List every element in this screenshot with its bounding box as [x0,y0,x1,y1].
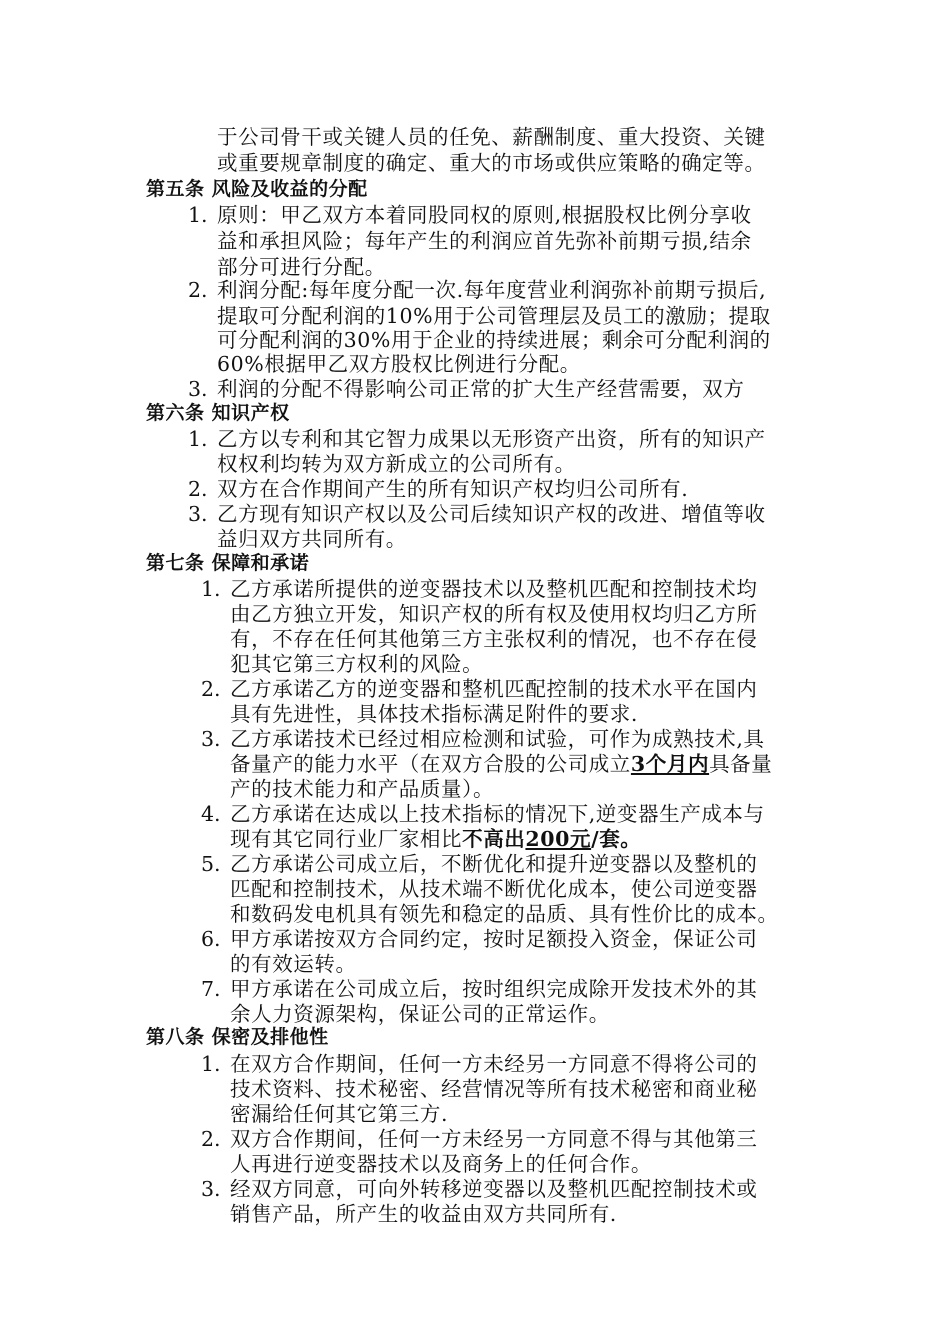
item-number: 2. [201,1127,221,1151]
item-line: 甲方承诺按双方合同约定，按时足额投入资金，保证公司 [230,927,758,951]
emphasis-underline: 200元 [525,827,592,851]
item-line: 有，不存在任何其他第三方主张权利的情况，也不存在侵 [230,627,758,651]
item-line: 乙方承诺乙方的逆变器和整机匹配控制的技术水平在国内 [230,677,758,701]
item-line: 乙方承诺所提供的逆变器技术以及整机匹配和控制技术均 [230,577,758,601]
inline-text: 现有其它同行业厂家相比 [230,827,463,851]
item-line: 密漏给任何其它第三方. [230,1102,449,1126]
item-number: 1. [201,1052,221,1076]
item-line: 在双方合作期间，任何一方未经另一方同意不得将公司的 [230,1052,758,1076]
item-number: 7. [201,977,221,1001]
emphasis-underline: 3个月内 [630,752,710,776]
item-number: 1. [201,577,221,601]
continuation-line: 于公司骨干或关键人员的任免、薪酬制度、重大投资、关键 [217,125,766,149]
item-number: 3. [201,727,221,751]
item-line: 乙方承诺公司成立后，不断优化和提升逆变器以及整机的 [230,852,758,876]
item-line: 乙方承诺在达成以上技术指标的情况下,逆变器生产成本与 [230,802,765,826]
item-line: 利润的分配不得影响公司正常的扩大生产经营需要，双方 [217,377,745,401]
item-line: 双方合作期间，任何一方未经另一方同意不得与其他第三 [230,1127,758,1151]
item-number: 1. [188,427,208,451]
item-line: 乙方承诺技术已经过相应检测和试验，可作为成熟技术,具 [230,727,765,751]
item-line: 部分可进行分配。 [217,255,386,279]
item-line: 人再进行逆变器技术以及商务上的任何合作。 [230,1152,652,1176]
item-line: 的有效运转。 [230,952,357,976]
item-line: 销售产品，所产生的收益由双方共同所有. [230,1202,617,1226]
item-line [230,751,772,777]
item-number: 2. [201,677,221,701]
section-heading: 第五条 风险及收益的分配 [146,178,368,200]
item-line: 原则：甲乙双方本着同股同权的原则,根据股权比例分享收 [217,203,752,227]
item-line: 产的技术能力和产品质量）。 [230,777,495,801]
item-number: 5. [201,852,221,876]
emphasis-bold: /套。 [591,827,642,851]
item-line: 提取可分配利润的10%用于公司管理层及员工的激励；提取 [217,304,771,328]
item-number: 2. [188,278,208,302]
emphasis-bold: 不高出 [462,827,526,851]
section-heading: 第八条 保密及排他性 [146,1026,329,1048]
item-line: 犯其它第三方权利的风险。 [230,652,484,676]
section-heading: 第六条 知识产权 [146,402,290,424]
item-line: 具有先进性，具体技术指标满足附件的要求. [230,702,639,726]
item-number: 1. [188,203,208,227]
item-number: 4. [201,802,221,826]
item-line: 乙方以专利和其它智力成果以无形资产出资，所有的知识产 [217,427,766,451]
item-line: 匹配和控制技术，从技术端不断优化成本，使公司逆变器 [230,877,758,901]
item-number: 3. [201,1177,221,1201]
item-line: 经双方同意，可向外转移逆变器以及整机匹配控制技术或 [230,1177,758,1201]
item-line [230,826,641,852]
item-line: 利润分配:每年度分配一次.每年度营业利润弥补前期亏损后, [217,278,767,302]
item-line: 和数码发电机具有领先和稳定的品质、具有性价比的成本。 [230,902,779,926]
item-line: 甲方承诺在公司成立后，按时组织完成除开发技术外的其 [230,977,758,1001]
continuation-line: 或重要规章制度的确定、重大的市场或供应策略的确定等。 [217,151,766,175]
item-number: 3. [188,502,208,526]
item-line: 双方在合作期间产生的所有知识产权均归公司所有. [217,477,689,501]
inline-text: 备量产的能力水平（在双方合股的公司成立 [230,752,631,776]
item-line: 余人力资源架构，保证公司的正常运作。 [230,1002,610,1026]
item-line: 60%根据甲乙双方股权比例进行分配。 [217,352,581,376]
item-number: 6. [201,927,221,951]
item-line: 乙方现有知识产权以及公司后续知识产权的改进、增值等收 [217,502,766,526]
section-heading: 第七条 保障和承诺 [146,552,310,574]
item-number: 2. [188,477,208,501]
item-line: 权权利均转为双方新成立的公司所有。 [217,452,576,476]
inline-text: 具备量 [709,752,773,776]
item-line: 由乙方独立开发，知识产权的所有权及使用权均归乙方所 [230,602,758,626]
item-line: 可分配利润的30%用于企业的持续进展；剩余可分配利润的 [217,328,771,352]
item-line: 益和承担风险；每年产生的利润应首先弥补前期亏损,结余 [217,229,752,253]
item-line: 技术资料、技术秘密、经营情况等所有技术秘密和商业秘 [230,1077,758,1101]
item-line: 益归双方共同所有。 [217,527,407,551]
item-number: 3. [188,377,208,401]
